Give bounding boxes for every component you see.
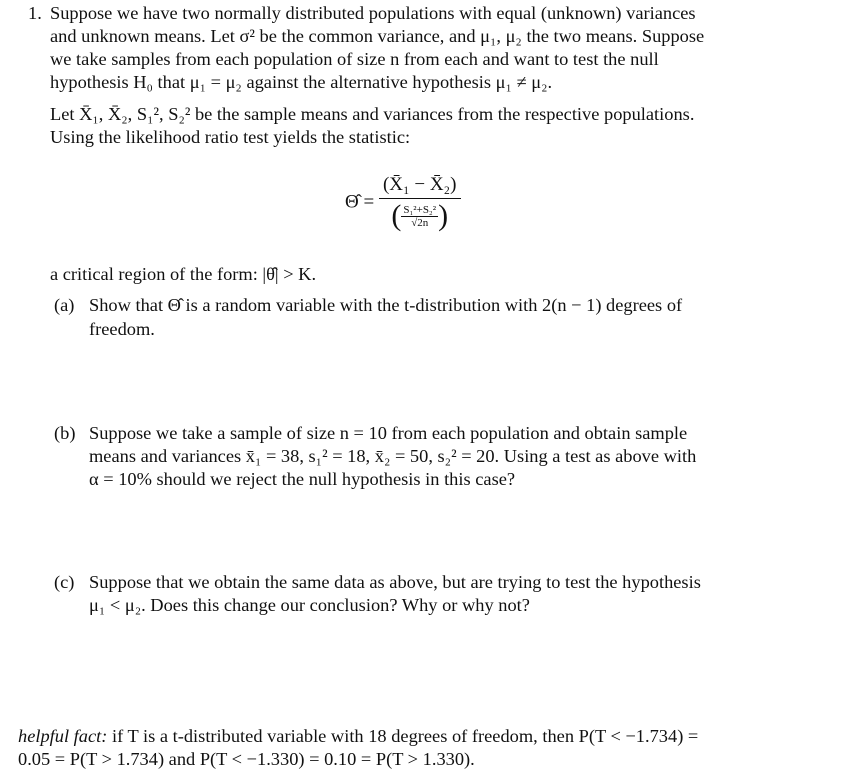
part-c-line-2: μ₁ < μ₂. Does this change our conclusion? Why or why not?	[89, 595, 530, 615]
formula-fraction	[379, 174, 461, 231]
part-b-line-1: Suppose we take a sample of size n = 10 from each population and obtain sample	[89, 423, 688, 443]
part-a-label: (a)	[54, 295, 75, 315]
part-a-line-1: Show that Θ̂ is a random variable with the t-distribution with 2(n − 1) degrees of	[89, 295, 683, 315]
part-a-line-2: freedom.	[89, 319, 155, 339]
formula-denominator	[379, 199, 461, 231]
denominator-fraction	[401, 204, 438, 229]
critical-region: a critical region of the form: |θ̂| > K.	[50, 264, 317, 284]
formula-lhs: Θ̂ =	[345, 191, 375, 213]
denominator-top: S₁²+S₂²	[403, 203, 437, 216]
intro-line-3: we take samples from each population of size n from each and want to test the null	[50, 49, 659, 69]
helpful-fact-text-1: if T is a t-distributed variable with 18 degrees of freedom, then P(T < −1.734) =	[112, 726, 699, 746]
let-line-2: Using the likelihood ratio test yields the statistic:	[50, 127, 411, 147]
part-c-line-1: Suppose that we obtain the same data as above, but are trying to test the hypothesis	[89, 572, 701, 592]
statistic-formula	[345, 174, 461, 231]
part-c-label: (c)	[54, 572, 75, 592]
formula-numerator: (X̄₁ − X̄₂)	[379, 174, 461, 199]
part-b-line-2: means and variances x̄₁ = 38, s₁² = 18, x̄₂ = 50, s₂² = 20. Using a test as above with	[89, 446, 697, 466]
problem-number: 1.	[28, 3, 42, 23]
left-paren: (	[391, 199, 402, 232]
helpful-fact-line-1	[18, 725, 698, 748]
helpful-fact-line-2: 0.05 = P(T > 1.734) and P(T < −1.330) = 0.10 = P(T > 1.330).	[18, 749, 475, 769]
helpful-fact-label: helpful fact:	[18, 726, 108, 746]
intro-line-1: Suppose we have two normally distributed populations with equal (unknown) variances	[50, 3, 696, 23]
part-b-line-3: α = 10% should we reject the null hypothesis in this case?	[89, 469, 516, 489]
denominator-bottom: √2n	[411, 216, 429, 229]
right-paren: )	[438, 199, 449, 232]
let-line-1: Let X̄₁, X̄₂, S₁², S₂² be the sample means and variances from the respective populations.	[50, 104, 695, 124]
part-b-label: (b)	[54, 423, 76, 443]
intro-line-2: and unknown means. Let σ² be the common variance, and μ₁, μ₂ the two means. Suppose	[50, 26, 705, 46]
intro-line-4: hypothesis H₀ that μ₁ = μ₂ against the alternative hypothesis μ₁ ≠ μ₂.	[50, 72, 553, 92]
